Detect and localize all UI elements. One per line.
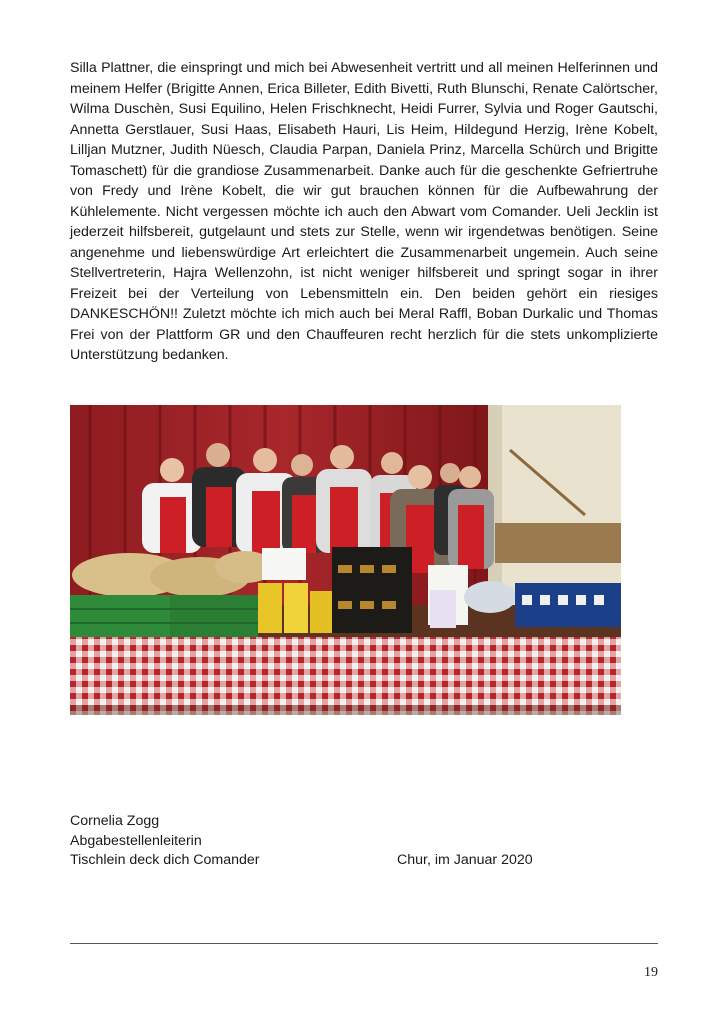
body-paragraph: Silla Plattner, die einspringt und mich bei Abwesenheit vertritt und all meinen Helferinnen und meinem Helfer (Brigitte Annen, Erica Billeter, Edith Bivetti, Ruth Blunschi, Renate Calörtscher, Wilma Duschèn, Susi Equilino, Helen Frischknecht, Heidi Furrer, Sylvia und Roger Gautschi, Annetta Gerstlauer, Susi Haas, Elisabeth Hauri, Lis Heim, Hildegund Herzig, Irène Kobelt, Lilljan Mutzner, Judith Nüesch, Claudia Parpan, Daniela Prinz, Marcella Schürch und Brigitte Tomaschett) für die grandiose Zusammenarbeit. Danke auch für die geschenkte Gefriertruhe von Fredy und Irène Kobelt, die wir gut brauchen können für die Aufbewahrung der Kühlelemente. Nicht vergessen möchte ich auch den Abwart vom Comander. Ueli Jecklin ist jederzeit hilfsbereit, gutgelaunt und stets zur Stelle, wenn wir irgendetwas benötigen. Seine angenehme und liebenswürdige Art erleichtert die Zusammenarbeit ungemein. Auch seine Stellvertreterin, Hajra Wellenzohn, ist nicht weniger hilfsbereit und springt sogar in ihrer Freizeit bei der Verteilung von Lebensmitteln ein. Den beiden gehört ein riesiges DANKESCHÖN!! Zuletzt möchte ich mich auch bei Meral Raffl, Boban Durkalic und Thomas Frei von der Plattform GR und den Chauffeuren recht herzlich für die stets unkomplizierte Unterstützung bedanken.: [70, 60, 658, 363]
place-and-date: Chur, im Januar 2020: [397, 852, 533, 868]
page-number: 19: [644, 965, 658, 980]
volunteers-group-photo: [70, 405, 621, 715]
signature-name: Cornelia Zogg: [70, 813, 160, 829]
signature-organization: Tischlein deck dich Comander: [70, 852, 260, 868]
signature-role: Abgabestellenleiterin: [70, 833, 202, 849]
footer-divider: [70, 943, 658, 944]
